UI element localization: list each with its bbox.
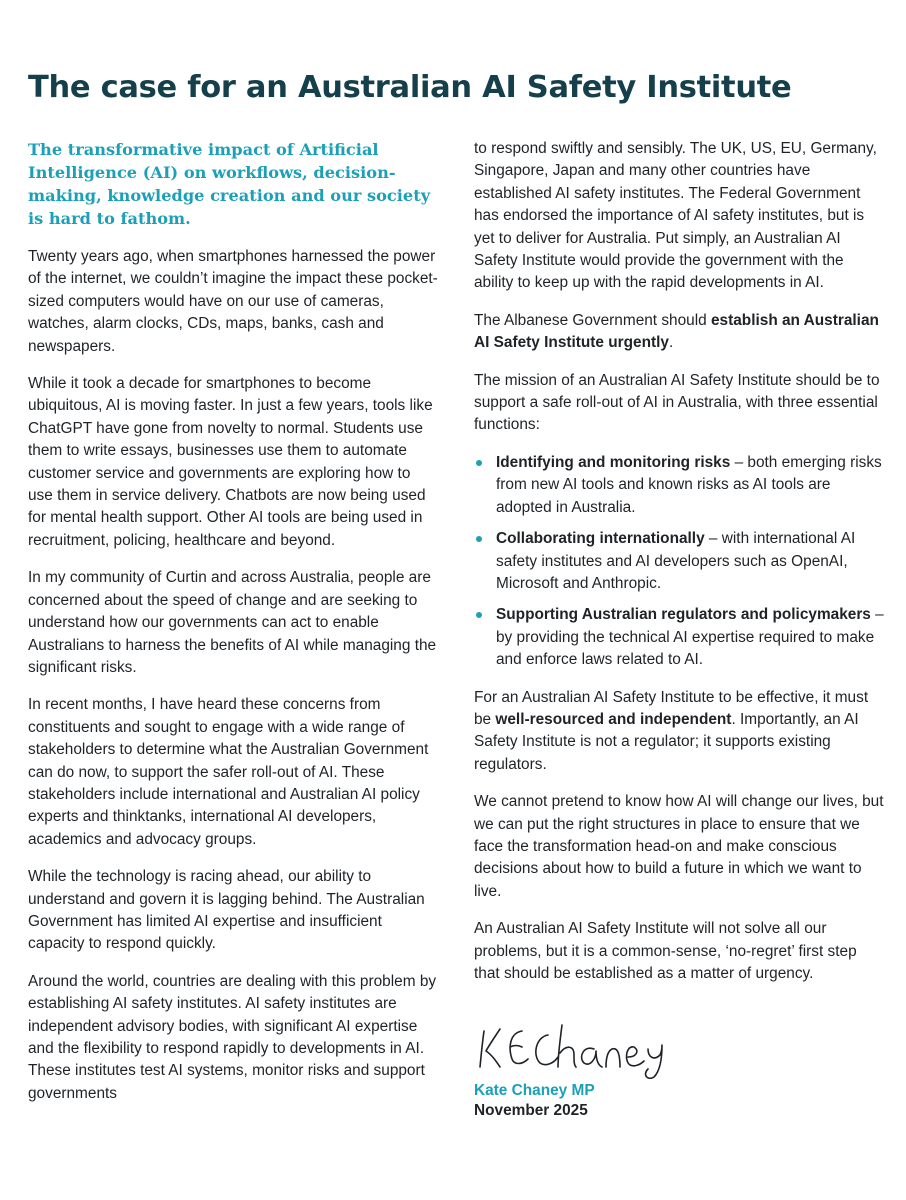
list-item — [474, 528, 884, 595]
signer-name: Kate Chaney MP — [474, 1082, 595, 1100]
recommendation-paragraph — [474, 310, 884, 355]
text-span: . Importantly, an AI Safety Institute is not a regulator; it supports existing regulators. — [474, 710, 859, 773]
body-paragraph: In my community of Curtin and across Australia, people are concerned about the speed of change and are seeking to understand how our governments can act to enable Australians to harness the benefits of AI while managing the significant risks. — [28, 569, 437, 676]
body-paragraph: Around the world, countries are dealing with this problem by establishing AI safety institutes. AI safety institutes are independent advisory bodies, with significant AI expertise and the flexibility to respond rapidly to developments in AI. These institutes test AI systems, monitor risks and support governments — [28, 972, 437, 1102]
body-paragraph: We cannot pretend to know how AI will change our lives, but we can put the right structures in place to ensure that we face the transformation head-on and make conscious decisions about how to build a future in which we want to live. — [474, 793, 884, 900]
body-paragraph: While it took a decade for smartphones to become ubiquitous, AI is moving faster. In just a few years, tools like ChatGPT have gone from novelty to normal. Students use them to write essays, businesses use them to automate customer service and governments are exploring how to use them in service delivery. Chatbots are now being used for mental health support. Other AI tools are being used in recruitment, policing, healthcare and beyond. — [28, 375, 433, 549]
function-description: – by providing the technical AI expertise required to make and enforce laws related to AI. — [496, 606, 884, 669]
body-paragraph: The mission of an Australian AI Safety Institute should be to support a safe roll-out of AI in Australia, with three essential functions: — [474, 371, 880, 434]
emphasis-text: well-resourced and independent — [495, 710, 732, 728]
functions-list — [474, 452, 884, 672]
body-paragraph — [474, 687, 884, 777]
handwritten-signature — [474, 1007, 674, 1079]
list-item — [474, 604, 884, 671]
emphasis-text: establish an Australian AI Safety Institute urgently — [474, 311, 879, 352]
left-column — [28, 138, 438, 1120]
text-span: The Albanese Government should — [474, 311, 711, 329]
body-paragraph: Twenty years ago, when smartphones harnessed the power of the internet, we couldn’t imagine the impact these pocket-sized computers would have on our use of cameras, watches, alarm clocks, CDs, maps, banks, cash and newspapers. — [28, 248, 438, 355]
signature-date: November 2025 — [474, 1102, 588, 1120]
function-title: Identifying and monitoring risks — [496, 453, 731, 471]
signature-block — [474, 1007, 884, 1121]
body-paragraph: While the technology is racing ahead, our ability to understand and govern it is lagging behind. The Australian Government has limited AI expertise and insufficient capacity to respond quickly. — [28, 868, 425, 953]
text-span: . — [668, 334, 674, 352]
lead-paragraph: The transformative impact of Artificial Intelligence (AI) on workflows, decision-making, knowledge creation and our society is hard to fathom. — [28, 140, 431, 228]
right-column — [474, 138, 884, 1121]
body-paragraph: An Australian AI Safety Institute will not solve all our problems, but it is a common-sense, ‘no-regret’ first step that should be established as a matter of urgency. — [474, 920, 857, 982]
body-paragraph: In recent months, I have heard these concerns from constituents and sought to engage with a wide range of stakeholders to determine what the Australian Government can do now, to support the safer roll-out of AI. These stakeholders include international and Australian AI policy experts and thinktanks, international AI developers, academics and advocacy groups. — [28, 696, 429, 848]
function-description: – both emerging risks from new AI tools and known risks as AI tools are adopted in Australia. — [496, 453, 882, 516]
function-title: Collaborating internationally — [496, 530, 705, 548]
body-paragraph: to respond swiftly and sensibly. The UK, US, EU, Germany, Singapore, Japan and many other countries have established AI safety institutes. The Federal Government has endorsed the importance of AI safety institutes, but is yet to deliver for Australia. Put simply, an Australian AI Safety Institute would provide the government with the ability to keep up with the rapid developments in AI. — [474, 140, 877, 292]
text-span: For an Australian AI Safety Institute to be effective, it must be — [474, 688, 869, 728]
function-title: Supporting Australian regulators and policymakers — [496, 606, 871, 624]
page-title: The case for an Australian AI Safety Institute — [28, 70, 792, 105]
function-description: – with international AI safety institutes and AI developers such as OpenAI, Microsoft and Anthropic. — [496, 530, 856, 592]
list-item — [474, 452, 884, 519]
